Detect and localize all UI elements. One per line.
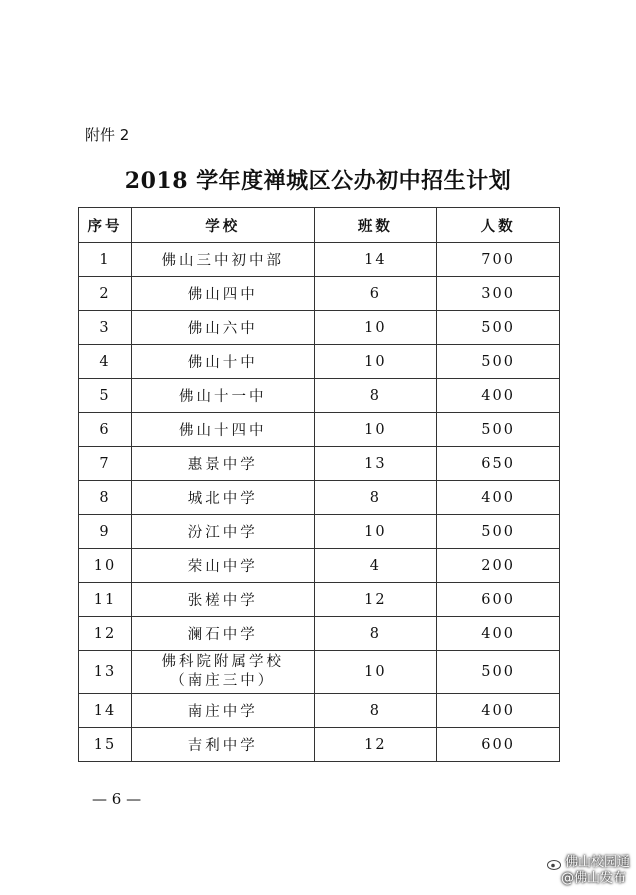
table-header-row xyxy=(79,208,560,243)
table-row xyxy=(79,311,560,345)
cell-no: 11 xyxy=(79,583,132,617)
header-no: 序号 xyxy=(79,208,132,243)
cell-no: 10 xyxy=(79,549,132,583)
cell-students: 500 xyxy=(437,413,560,447)
cell-school: 张槎中学 xyxy=(131,583,314,617)
cell-students: 300 xyxy=(437,277,560,311)
table-row xyxy=(79,583,560,617)
header-students: 人数 xyxy=(437,208,560,243)
table-row xyxy=(79,651,560,694)
table-row xyxy=(79,243,560,277)
cell-no: 3 xyxy=(79,311,132,345)
header-school: 学校 xyxy=(131,208,314,243)
cell-school: 佛山六中 xyxy=(131,311,314,345)
weibo-icon xyxy=(547,856,563,870)
watermark-line2: @佛山发布 xyxy=(560,871,626,886)
cell-students: 500 xyxy=(437,311,560,345)
table-row xyxy=(79,694,560,728)
table-row xyxy=(79,447,560,481)
cell-students: 600 xyxy=(437,728,560,762)
cell-classes: 10 xyxy=(314,413,437,447)
cell-no: 5 xyxy=(79,379,132,413)
cell-students: 400 xyxy=(437,379,560,413)
cell-students: 650 xyxy=(437,447,560,481)
cell-school: 佛山十一中 xyxy=(131,379,314,413)
cell-no: 9 xyxy=(79,515,132,549)
cell-no: 7 xyxy=(79,447,132,481)
cell-students: 500 xyxy=(437,515,560,549)
cell-school: 佛山四中 xyxy=(131,277,314,311)
table-row xyxy=(79,345,560,379)
cell-classes: 10 xyxy=(314,345,437,379)
cell-school: 吉利中学 xyxy=(131,728,314,762)
cell-school: 佛山十中 xyxy=(131,345,314,379)
cell-school: 佛山十四中 xyxy=(131,413,314,447)
cell-classes: 10 xyxy=(314,515,437,549)
cell-classes: 12 xyxy=(314,728,437,762)
enrollment-table xyxy=(78,207,560,762)
cell-classes: 8 xyxy=(314,481,437,515)
watermark xyxy=(547,855,630,887)
watermark-line1: 佛山校园通 xyxy=(564,855,630,870)
table-row xyxy=(79,617,560,651)
table-body xyxy=(79,243,560,762)
cell-students: 500 xyxy=(437,345,560,379)
cell-students: 500 xyxy=(437,651,560,694)
cell-classes: 12 xyxy=(314,583,437,617)
table-row xyxy=(79,515,560,549)
table-row xyxy=(79,413,560,447)
attachment-label: 附件 2 xyxy=(85,126,130,144)
cell-school: 佛山三中初中部 xyxy=(131,243,314,277)
cell-school: 荣山中学 xyxy=(131,549,314,583)
table-row xyxy=(79,379,560,413)
cell-classes: 8 xyxy=(314,379,437,413)
cell-classes: 13 xyxy=(314,447,437,481)
cell-school xyxy=(131,651,314,694)
table-row xyxy=(79,728,560,762)
cell-students: 400 xyxy=(437,481,560,515)
cell-no: 14 xyxy=(79,694,132,728)
cell-school-line1: 佛科院附属学校 xyxy=(161,654,284,670)
cell-no: 4 xyxy=(79,345,132,379)
cell-school: 城北中学 xyxy=(131,481,314,515)
cell-school: 南庄中学 xyxy=(131,694,314,728)
cell-school: 汾江中学 xyxy=(131,515,314,549)
cell-classes: 4 xyxy=(314,549,437,583)
cell-no: 13 xyxy=(79,651,132,694)
cell-classes: 10 xyxy=(314,651,437,694)
page-title: 2018 学年度禅城区公办初中招生计划 xyxy=(124,168,512,194)
cell-no: 15 xyxy=(79,728,132,762)
cell-students: 700 xyxy=(437,243,560,277)
table-row xyxy=(79,277,560,311)
cell-students: 400 xyxy=(437,617,560,651)
page-number: — 6 — xyxy=(92,790,142,808)
cell-no: 2 xyxy=(79,277,132,311)
cell-no: 12 xyxy=(79,617,132,651)
cell-school: 惠景中学 xyxy=(131,447,314,481)
cell-no: 8 xyxy=(79,481,132,515)
cell-classes: 14 xyxy=(314,243,437,277)
header-classes: 班数 xyxy=(314,208,437,243)
cell-no: 1 xyxy=(79,243,132,277)
cell-classes: 8 xyxy=(314,694,437,728)
cell-students: 400 xyxy=(437,694,560,728)
cell-classes: 6 xyxy=(314,277,437,311)
table-row xyxy=(79,549,560,583)
cell-classes: 8 xyxy=(314,617,437,651)
cell-classes: 10 xyxy=(314,311,437,345)
cell-school-line2: （南庄三中） xyxy=(170,673,276,689)
cell-students: 200 xyxy=(437,549,560,583)
cell-students: 600 xyxy=(437,583,560,617)
cell-no: 6 xyxy=(79,413,132,447)
cell-school: 澜石中学 xyxy=(131,617,314,651)
table-row xyxy=(79,481,560,515)
